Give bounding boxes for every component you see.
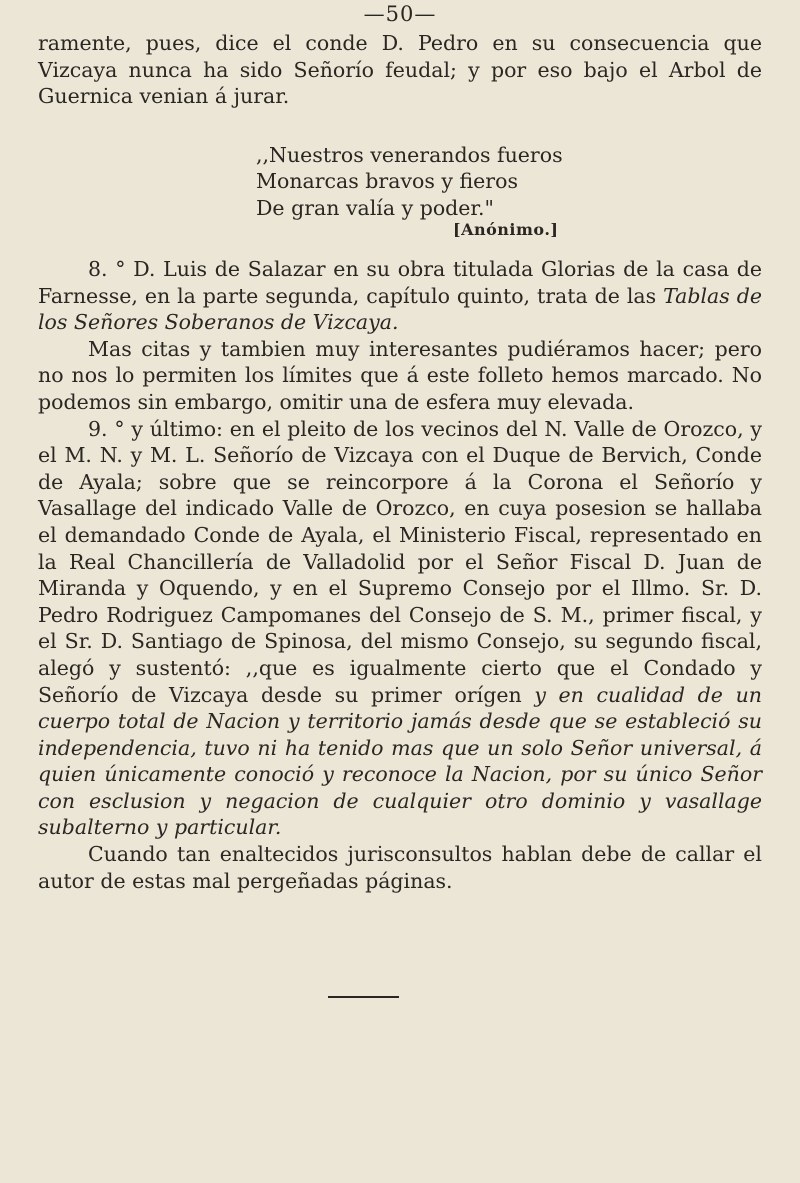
paragraph-9-quote: y en cualidad de un cuerpo total de Nacion y territorio jamás desde que se estableció su independencia, tuvo ni ha tenido mas que un solo Señor universal, á quien únicamente conoció y reconoce la Nacion, por su único Señor con esclusion y negacion de cualquier otro dominio y vasallage subalterno y particular. bbox=[38, 682, 762, 840]
paragraph-citas: Mas citas y tambien muy interesantes pudiéramos hacer; pero no nos lo permiten los límites que á este folleto hemos marcado. No podemos sin embargo, omitir una de esfera muy elevada. bbox=[38, 336, 762, 414]
paragraph-8-text: 8. ° D. Luis de Salazar en su obra titulada Glorias de la casa de Farnesse, en la parte segunda, capítulo quinto, trata de las bbox=[38, 257, 762, 308]
paragraph-9-text: 9. ° y último: en el pleito de los vecinos del N. Valle de Orozco, y el M. N. y M. L. Señorío de Vizcaya con el Duque de Bervich, Conde de Ayala; sobre que se reincorpore á la Corona el Señorío y Vasallage del indicado Valle de Orozco, en cuya posesion se hallaba el demandado Conde de Ayala, el Ministerio Fiscal, representado en la Real Chancillería de Valladolid por el Señor Fiscal D. Juan de Miranda y Oquendo, y en el Supremo Consejo por el Illmo. Sr. D. Pedro Rodriguez Campomanes del Consejo de S. M., primer fiscal, y el Sr. D. Santiago de Spinosa, del mismo Consejo, su segundo fiscal, alegó y sustentó: ,,que es igualmente cierto que el Condado y Señorío de Vizcaya desde su primer orígen bbox=[38, 416, 762, 707]
end-rule bbox=[328, 996, 399, 998]
paragraph-8-title: Tablas de los Señores Soberanos de Vizcaya. bbox=[38, 283, 762, 335]
verse-line: De gran valía y poder." bbox=[256, 195, 494, 220]
intro-text: ramente, pues, dice el conde D. Pedro en su consecuencia que Vizcaya nunca ha sido Señorío feudal; y por eso bajo el Arbol de Guernica venian á jurar. bbox=[38, 31, 762, 109]
verse-block bbox=[256, 142, 696, 221]
body-text bbox=[38, 256, 762, 894]
intro-paragraph bbox=[38, 30, 762, 110]
verse-line: Monarcas bravos y fieros bbox=[256, 169, 518, 194]
verse-line: ,,Nuestros venerandos fueros bbox=[256, 143, 563, 167]
page-number: —50— bbox=[363, 2, 437, 26]
verse-attribution: [Anónimo.] bbox=[453, 220, 559, 239]
closing-paragraph: Cuando tan enaltecidos jurisconsultos hablan debe de callar el autor de estas mal pergeñadas páginas. bbox=[38, 842, 762, 893]
paragraph-9 bbox=[38, 416, 762, 842]
paragraph-8 bbox=[38, 256, 762, 336]
